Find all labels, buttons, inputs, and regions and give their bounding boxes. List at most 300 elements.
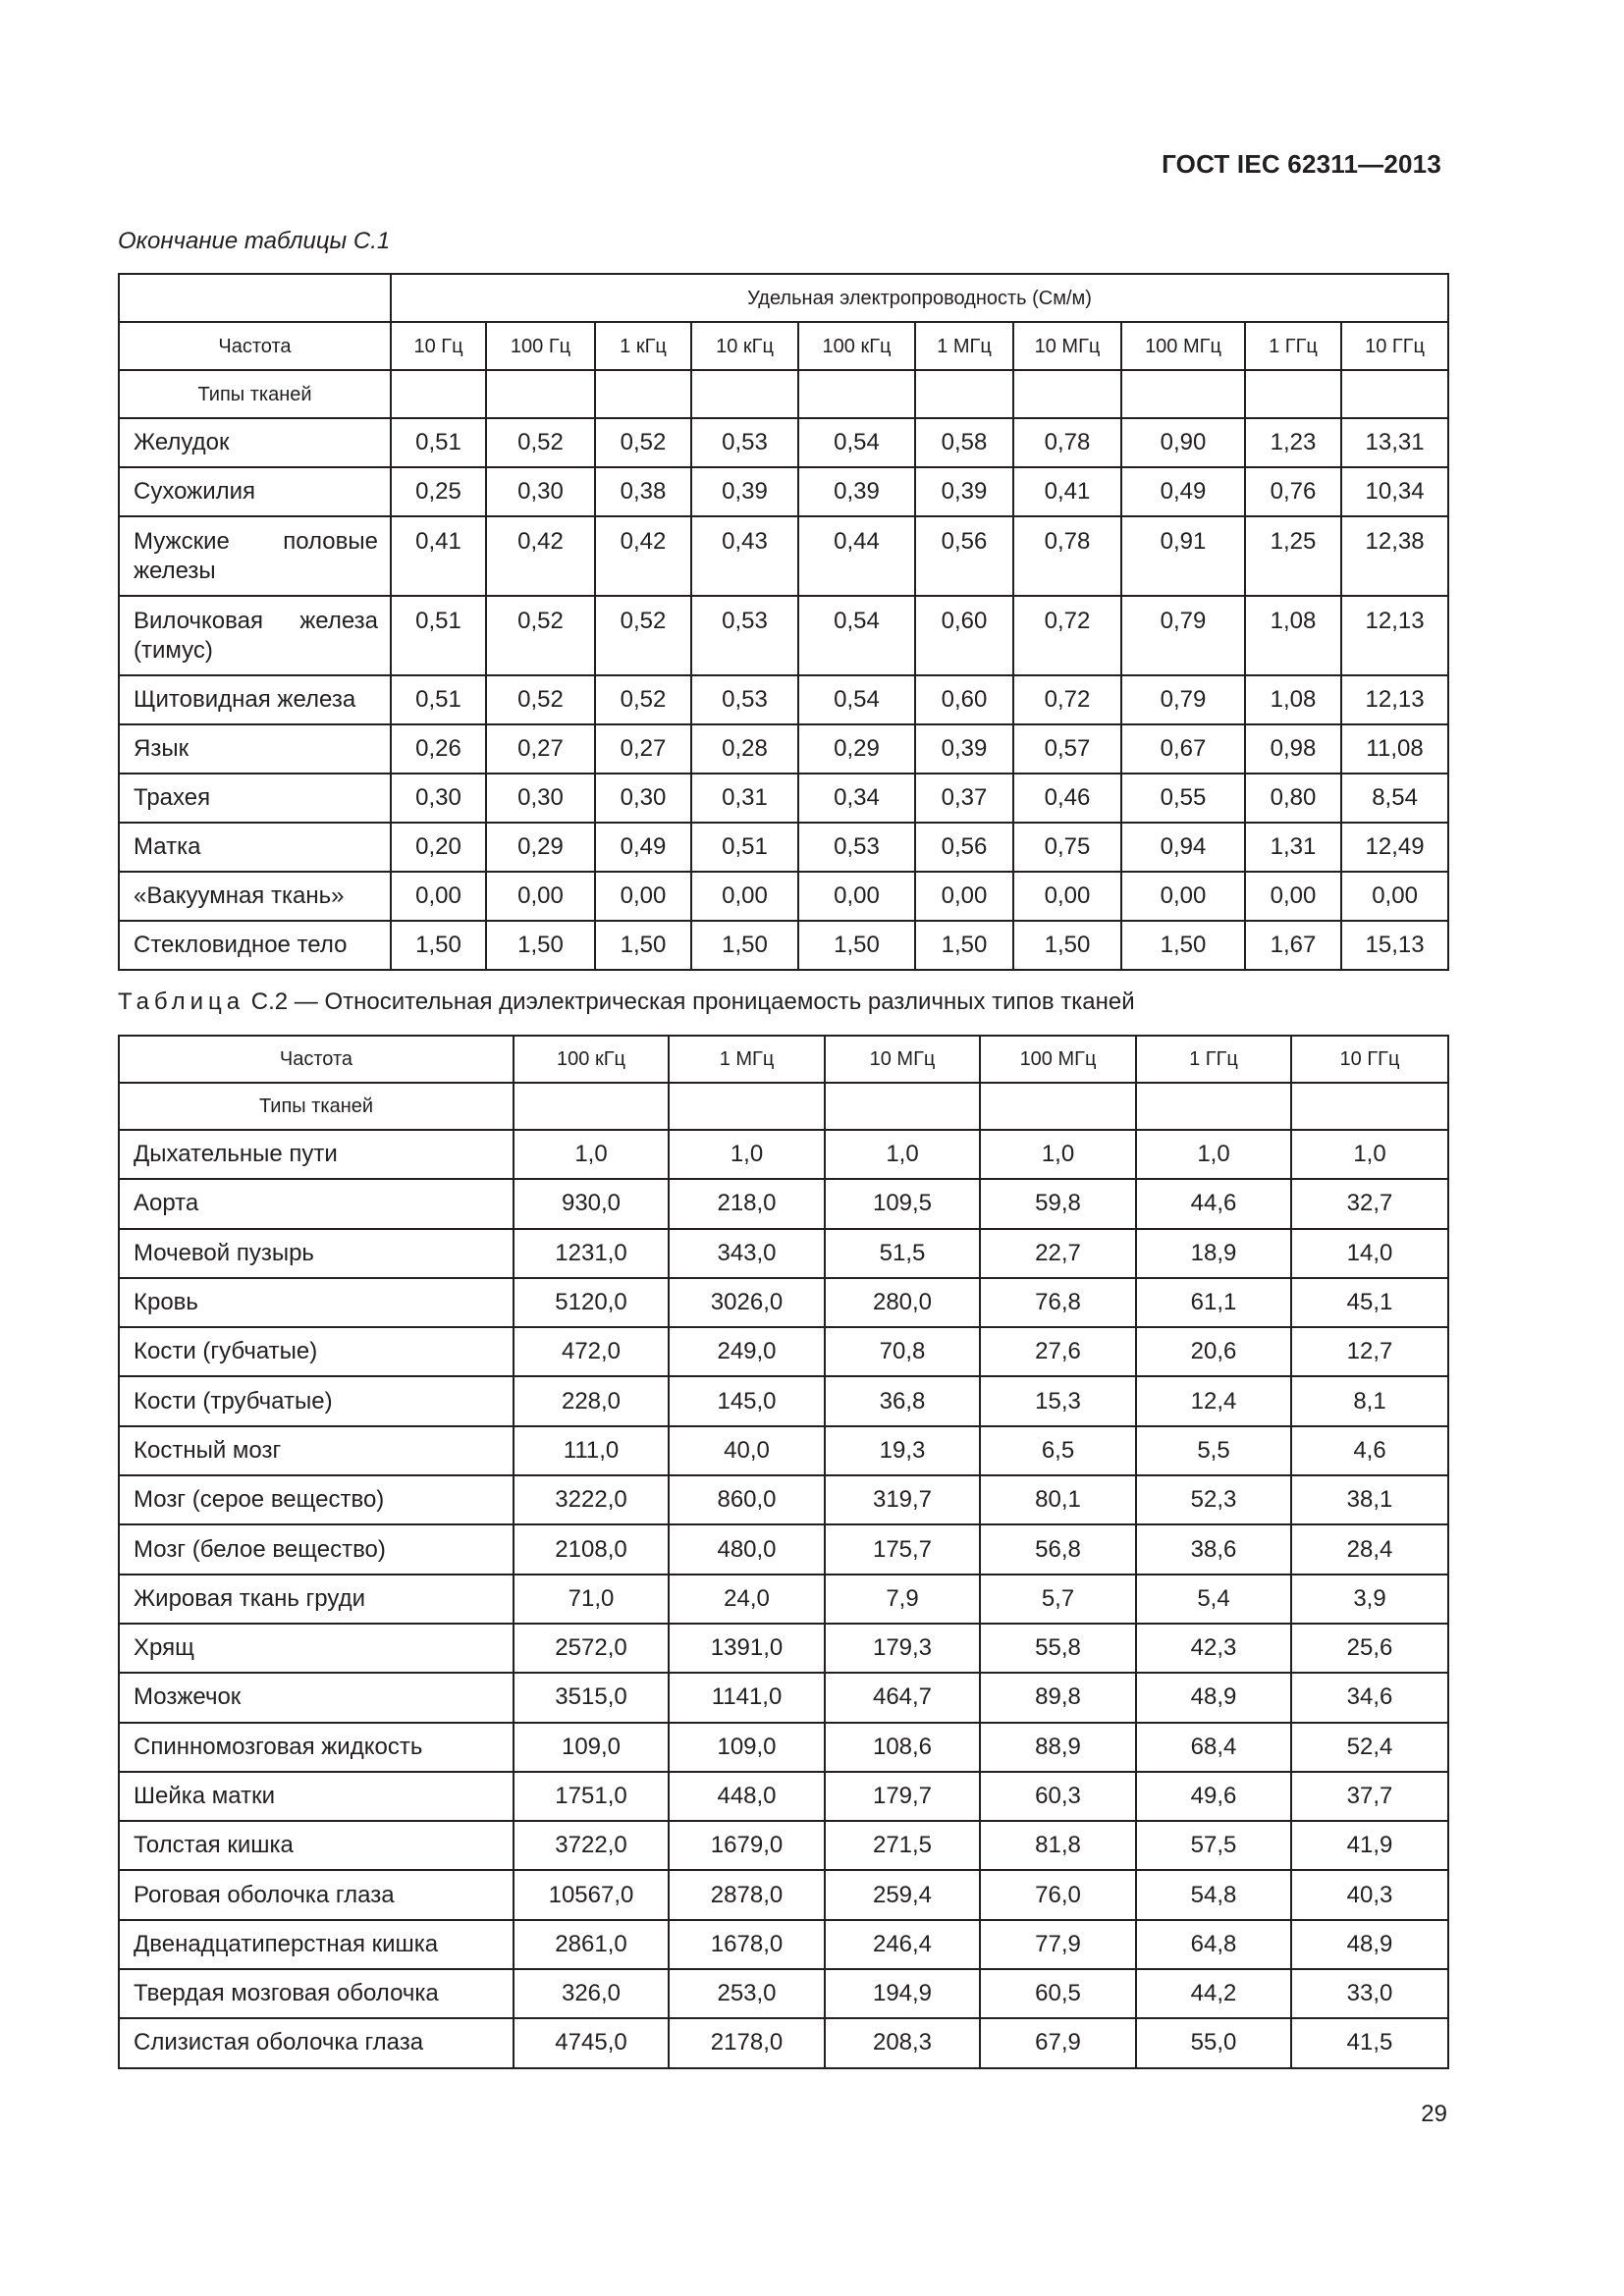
value-cell: 319,7 xyxy=(825,1475,980,1524)
value-cell: 0,78 xyxy=(1013,418,1121,467)
value-cell: 0,79 xyxy=(1121,596,1245,675)
value-cell: 89,8 xyxy=(980,1673,1136,1722)
value-cell: 28,4 xyxy=(1291,1524,1448,1574)
value-cell: 76,8 xyxy=(980,1278,1136,1327)
frequency-header-cell: 10 Гц xyxy=(391,322,486,370)
value-cell: 81,8 xyxy=(980,1821,1136,1870)
value-cell: 2572,0 xyxy=(514,1624,669,1673)
value-cell: 60,5 xyxy=(980,1969,1136,2018)
table-row xyxy=(119,675,1448,724)
value-cell: 61,1 xyxy=(1136,1278,1291,1327)
value-cell: 0,31 xyxy=(691,774,798,823)
value-cell: 0,39 xyxy=(798,467,915,516)
document-code: ГОСТ IEC 62311—2013 xyxy=(1162,149,1441,179)
table-row xyxy=(119,1179,1448,1228)
tissue-name-cell: Шейка матки xyxy=(119,1772,514,1821)
table-c1-group-header: Удельная электропроводность (См/м) xyxy=(391,274,1448,322)
table-c2-permittivity xyxy=(118,1035,1449,2069)
value-cell: 6,5 xyxy=(980,1426,1136,1475)
value-cell: 44,6 xyxy=(1136,1179,1291,1228)
tissue-name-cell: Спинномозговая жидкость xyxy=(119,1723,514,1772)
table-row xyxy=(119,1870,1448,1919)
value-cell: 27,6 xyxy=(980,1327,1136,1376)
tissue-name-cell: Мочевой пузырь xyxy=(119,1229,514,1278)
value-cell: 12,13 xyxy=(1341,596,1448,675)
table-row xyxy=(119,2018,1448,2067)
value-cell: 51,5 xyxy=(825,1229,980,1278)
value-cell: 2878,0 xyxy=(669,1870,825,1919)
value-cell: 0,29 xyxy=(486,823,595,872)
value-cell: 0,25 xyxy=(391,467,486,516)
value-cell: 40,0 xyxy=(669,1426,825,1475)
value-cell: 1391,0 xyxy=(669,1624,825,1673)
frequency-header-cell: 10 МГц xyxy=(1013,322,1121,370)
value-cell: 0,53 xyxy=(691,675,798,724)
tissue-name-cell: Дыхательные пути xyxy=(119,1130,514,1179)
value-cell: 0,30 xyxy=(391,774,486,823)
page-number: 29 xyxy=(1421,2101,1447,2127)
value-cell: 67,9 xyxy=(980,2018,1136,2067)
empty-header-cell xyxy=(391,370,486,418)
table-c2-caption-text: С.2 — Относительная диэлектрическая проницаемость различных типов тканей xyxy=(244,988,1135,1015)
value-cell: 0,51 xyxy=(391,596,486,675)
frequency-header-cell: 1 ГГц xyxy=(1245,322,1341,370)
value-cell: 930,0 xyxy=(514,1179,669,1228)
value-cell: 38,1 xyxy=(1291,1475,1448,1524)
value-cell: 145,0 xyxy=(669,1376,825,1425)
value-cell: 48,9 xyxy=(1136,1673,1291,1722)
table-row xyxy=(119,1475,1448,1524)
value-cell: 1,08 xyxy=(1245,675,1341,724)
value-cell: 1,50 xyxy=(486,921,595,970)
value-cell: 1678,0 xyxy=(669,1920,825,1969)
table-row xyxy=(119,1229,1448,1278)
tissue-name-cell: Роговая оболочка глаза xyxy=(119,1870,514,1919)
value-cell: 49,6 xyxy=(1136,1772,1291,1821)
value-cell: 2861,0 xyxy=(514,1920,669,1969)
value-cell: 1,50 xyxy=(798,921,915,970)
value-cell: 472,0 xyxy=(514,1327,669,1376)
table-row xyxy=(119,467,1448,516)
table-row xyxy=(119,1278,1448,1327)
table-row xyxy=(119,1130,1448,1179)
value-cell: 0,27 xyxy=(486,724,595,774)
value-cell: 0,34 xyxy=(798,774,915,823)
value-cell: 1679,0 xyxy=(669,1821,825,1870)
value-cell: 0,76 xyxy=(1245,467,1341,516)
value-cell: 0,41 xyxy=(1013,467,1121,516)
value-cell: 179,7 xyxy=(825,1772,980,1821)
value-cell: 38,6 xyxy=(1136,1524,1291,1574)
value-cell: 24,0 xyxy=(669,1575,825,1624)
value-cell: 0,53 xyxy=(798,823,915,872)
value-cell: 0,39 xyxy=(691,467,798,516)
value-cell: 25,6 xyxy=(1291,1624,1448,1673)
value-cell: 0,00 xyxy=(1341,872,1448,921)
value-cell: 1,0 xyxy=(825,1130,980,1179)
frequency-header-cell: 10 кГц xyxy=(691,322,798,370)
tissue-name-cell: Мозжечок xyxy=(119,1673,514,1722)
value-cell: 0,20 xyxy=(391,823,486,872)
value-cell: 4745,0 xyxy=(514,2018,669,2067)
value-cell: 0,52 xyxy=(595,418,691,467)
table-row xyxy=(119,1920,1448,1969)
value-cell: 0,98 xyxy=(1245,724,1341,774)
value-cell: 2178,0 xyxy=(669,2018,825,2067)
value-cell: 64,8 xyxy=(1136,1920,1291,1969)
value-cell: 52,3 xyxy=(1136,1475,1291,1524)
value-cell: 1,0 xyxy=(1291,1130,1448,1179)
value-cell: 0,52 xyxy=(486,675,595,724)
table-c2-caption-label: Таблица xyxy=(118,988,245,1015)
empty-header-cell xyxy=(669,1083,825,1130)
value-cell: 0,51 xyxy=(691,823,798,872)
tissue-name-cell: Жировая ткань груди xyxy=(119,1575,514,1624)
value-cell: 259,4 xyxy=(825,1870,980,1919)
value-cell: 7,9 xyxy=(825,1575,980,1624)
value-cell: 13,31 xyxy=(1341,418,1448,467)
tissue-name-cell: Костный мозг xyxy=(119,1426,514,1475)
frequency-header-cell: 100 кГц xyxy=(798,322,915,370)
table-row xyxy=(119,1969,1448,2018)
value-cell: 0,54 xyxy=(798,675,915,724)
table-row xyxy=(119,872,1448,921)
table-row xyxy=(119,516,1448,596)
value-cell: 271,5 xyxy=(825,1821,980,1870)
value-cell: 1,31 xyxy=(1245,823,1341,872)
table-c1-frequency-label: Частота xyxy=(119,322,391,370)
table-c2-caption xyxy=(118,988,1135,1016)
value-cell: 0,00 xyxy=(1121,872,1245,921)
tissue-name-cell: Мозг (белое вещество) xyxy=(119,1524,514,1574)
value-cell: 60,3 xyxy=(980,1772,1136,1821)
value-cell: 0,52 xyxy=(486,596,595,675)
tissue-name-cell: Хрящ xyxy=(119,1624,514,1673)
value-cell: 326,0 xyxy=(514,1969,669,2018)
value-cell: 0,49 xyxy=(595,823,691,872)
frequency-header-cell: 100 МГц xyxy=(980,1036,1136,1083)
tissue-name-cell: Щитовидная железа xyxy=(119,675,391,724)
value-cell: 3026,0 xyxy=(669,1278,825,1327)
value-cell: 1,50 xyxy=(595,921,691,970)
value-cell: 45,1 xyxy=(1291,1278,1448,1327)
value-cell: 108,6 xyxy=(825,1723,980,1772)
tissue-name-cell: Трахея xyxy=(119,774,391,823)
tissue-name-cell: Твердая мозговая оболочка xyxy=(119,1969,514,2018)
value-cell: 2108,0 xyxy=(514,1524,669,1574)
value-cell: 68,4 xyxy=(1136,1723,1291,1772)
value-cell: 5120,0 xyxy=(514,1278,669,1327)
value-cell: 3722,0 xyxy=(514,1821,669,1870)
tissue-name-cell: Мозг (серое вещество) xyxy=(119,1475,514,1524)
table-row xyxy=(119,1624,1448,1673)
value-cell: 0,30 xyxy=(486,774,595,823)
value-cell: 5,7 xyxy=(980,1575,1136,1624)
table-row xyxy=(119,1575,1448,1624)
frequency-header-cell: 1 МГц xyxy=(669,1036,825,1083)
table-c1-conductivity xyxy=(118,273,1449,971)
value-cell: 8,1 xyxy=(1291,1376,1448,1425)
value-cell: 0,39 xyxy=(915,724,1013,774)
table-row xyxy=(119,921,1448,970)
value-cell: 0,29 xyxy=(798,724,915,774)
value-cell: 1,0 xyxy=(514,1130,669,1179)
value-cell: 1,0 xyxy=(1136,1130,1291,1179)
value-cell: 249,0 xyxy=(669,1327,825,1376)
tissue-name-cell: Язык xyxy=(119,724,391,774)
value-cell: 480,0 xyxy=(669,1524,825,1574)
table-c1-tissue-label: Типы тканей xyxy=(119,370,391,418)
value-cell: 55,0 xyxy=(1136,2018,1291,2067)
value-cell: 0,00 xyxy=(391,872,486,921)
table-row xyxy=(119,1327,1448,1376)
table-c1-continuation-caption: Окончание таблицы С.1 xyxy=(118,228,391,254)
value-cell: 3,9 xyxy=(1291,1575,1448,1624)
value-cell: 0,00 xyxy=(595,872,691,921)
value-cell: 0,39 xyxy=(915,467,1013,516)
value-cell: 175,7 xyxy=(825,1524,980,1574)
value-cell: 218,0 xyxy=(669,1179,825,1228)
value-cell: 0,90 xyxy=(1121,418,1245,467)
value-cell: 15,13 xyxy=(1341,921,1448,970)
value-cell: 10,34 xyxy=(1341,467,1448,516)
table-c2-tissue-label: Типы тканей xyxy=(119,1083,514,1130)
value-cell: 54,8 xyxy=(1136,1870,1291,1919)
tissue-name-cell: Слизистая оболочка глаза xyxy=(119,2018,514,2067)
value-cell: 0,72 xyxy=(1013,675,1121,724)
value-cell: 0,42 xyxy=(595,516,691,596)
value-cell: 77,9 xyxy=(980,1920,1136,1969)
value-cell: 0,54 xyxy=(798,418,915,467)
value-cell: 33,0 xyxy=(1291,1969,1448,2018)
tissue-name-cell: Кровь xyxy=(119,1278,514,1327)
value-cell: 860,0 xyxy=(669,1475,825,1524)
table-row xyxy=(119,418,1448,467)
value-cell: 1,50 xyxy=(1121,921,1245,970)
value-cell: 111,0 xyxy=(514,1426,669,1475)
value-cell: 70,8 xyxy=(825,1327,980,1376)
frequency-header-cell: 10 ГГц xyxy=(1341,322,1448,370)
value-cell: 0,60 xyxy=(915,675,1013,724)
value-cell: 1,67 xyxy=(1245,921,1341,970)
value-cell: 19,3 xyxy=(825,1426,980,1475)
value-cell: 1,0 xyxy=(980,1130,1136,1179)
value-cell: 42,3 xyxy=(1136,1624,1291,1673)
value-cell: 0,46 xyxy=(1013,774,1121,823)
frequency-header-cell: 1 кГц xyxy=(595,322,691,370)
value-cell: 109,0 xyxy=(514,1723,669,1772)
value-cell: 1,50 xyxy=(391,921,486,970)
empty-header-cell xyxy=(1136,1083,1291,1130)
value-cell: 0,38 xyxy=(595,467,691,516)
table-row xyxy=(119,1772,1448,1821)
value-cell: 32,7 xyxy=(1291,1179,1448,1228)
value-cell: 0,54 xyxy=(798,596,915,675)
tissue-name-cell: Сухожилия xyxy=(119,467,391,516)
value-cell: 0,57 xyxy=(1013,724,1121,774)
value-cell: 0,72 xyxy=(1013,596,1121,675)
empty-header-cell xyxy=(1341,370,1448,418)
value-cell: 12,4 xyxy=(1136,1376,1291,1425)
tissue-name-cell: Кости (трубчатые) xyxy=(119,1376,514,1425)
empty-header-cell xyxy=(1291,1083,1448,1130)
frequency-header-cell: 10 МГц xyxy=(825,1036,980,1083)
tissue-name-cell: Желудок xyxy=(119,418,391,467)
tissue-name-cell: Матка xyxy=(119,823,391,872)
value-cell: 0,26 xyxy=(391,724,486,774)
value-cell: 0,30 xyxy=(486,467,595,516)
value-cell: 88,9 xyxy=(980,1723,1136,1772)
frequency-header-cell: 10 ГГц xyxy=(1291,1036,1448,1083)
value-cell: 0,30 xyxy=(595,774,691,823)
frequency-header-cell: 100 кГц xyxy=(514,1036,669,1083)
tissue-name-cell: «Вакуумная ткань» xyxy=(119,872,391,921)
empty-header-cell xyxy=(1121,370,1245,418)
value-cell: 59,8 xyxy=(980,1179,1136,1228)
value-cell: 0,94 xyxy=(1121,823,1245,872)
value-cell: 0,56 xyxy=(915,823,1013,872)
value-cell: 246,4 xyxy=(825,1920,980,1969)
value-cell: 1,23 xyxy=(1245,418,1341,467)
value-cell: 71,0 xyxy=(514,1575,669,1624)
value-cell: 76,0 xyxy=(980,1870,1136,1919)
value-cell: 0,00 xyxy=(798,872,915,921)
value-cell: 0,52 xyxy=(486,418,595,467)
frequency-header-cell: 1 МГц xyxy=(915,322,1013,370)
value-cell: 3222,0 xyxy=(514,1475,669,1524)
value-cell: 0,79 xyxy=(1121,675,1245,724)
value-cell: 0,37 xyxy=(915,774,1013,823)
value-cell: 11,08 xyxy=(1341,724,1448,774)
value-cell: 48,9 xyxy=(1291,1920,1448,1969)
value-cell: 0,55 xyxy=(1121,774,1245,823)
value-cell: 57,5 xyxy=(1136,1821,1291,1870)
value-cell: 0,67 xyxy=(1121,724,1245,774)
tissue-name-cell: Стекловидное тело xyxy=(119,921,391,970)
value-cell: 0,51 xyxy=(391,675,486,724)
value-cell: 0,00 xyxy=(691,872,798,921)
value-cell: 44,2 xyxy=(1136,1969,1291,2018)
value-cell: 80,1 xyxy=(980,1475,1136,1524)
value-cell: 3515,0 xyxy=(514,1673,669,1722)
value-cell: 280,0 xyxy=(825,1278,980,1327)
value-cell: 40,3 xyxy=(1291,1870,1448,1919)
empty-header-cell xyxy=(691,370,798,418)
empty-header-cell xyxy=(798,370,915,418)
tissue-name-cell: Кости (губчатые) xyxy=(119,1327,514,1376)
value-cell: 0,60 xyxy=(915,596,1013,675)
value-cell: 0,51 xyxy=(391,418,486,467)
value-cell: 8,54 xyxy=(1341,774,1448,823)
value-cell: 56,8 xyxy=(980,1524,1136,1574)
value-cell: 0,00 xyxy=(915,872,1013,921)
value-cell: 41,5 xyxy=(1291,2018,1448,2067)
tissue-name-cell: Двенадцатиперстная кишка xyxy=(119,1920,514,1969)
value-cell: 109,0 xyxy=(669,1723,825,1772)
value-cell: 0,52 xyxy=(595,675,691,724)
value-cell: 55,8 xyxy=(980,1624,1136,1673)
value-cell: 5,4 xyxy=(1136,1575,1291,1624)
value-cell: 4,6 xyxy=(1291,1426,1448,1475)
tissue-name-cell: Вилочковая железа (тимус) xyxy=(119,596,391,675)
value-cell: 0,00 xyxy=(1245,872,1341,921)
value-cell: 0,28 xyxy=(691,724,798,774)
value-cell: 0,42 xyxy=(486,516,595,596)
table-row xyxy=(119,1821,1448,1870)
value-cell: 0,00 xyxy=(1013,872,1121,921)
value-cell: 1231,0 xyxy=(514,1229,669,1278)
value-cell: 5,5 xyxy=(1136,1426,1291,1475)
value-cell: 0,00 xyxy=(486,872,595,921)
value-cell: 194,9 xyxy=(825,1969,980,2018)
value-cell: 36,8 xyxy=(825,1376,980,1425)
value-cell: 0,80 xyxy=(1245,774,1341,823)
value-cell: 20,6 xyxy=(1136,1327,1291,1376)
value-cell: 14,0 xyxy=(1291,1229,1448,1278)
value-cell: 0,53 xyxy=(691,418,798,467)
frequency-header-cell: 100 МГц xyxy=(1121,322,1245,370)
value-cell: 343,0 xyxy=(669,1229,825,1278)
frequency-header-cell: 1 ГГц xyxy=(1136,1036,1291,1083)
tissue-name-cell: Мужские половые железы xyxy=(119,516,391,596)
value-cell: 52,4 xyxy=(1291,1723,1448,1772)
empty-header-cell xyxy=(595,370,691,418)
value-cell: 0,41 xyxy=(391,516,486,596)
empty-header-cell xyxy=(1013,370,1121,418)
value-cell: 253,0 xyxy=(669,1969,825,2018)
table-row xyxy=(119,596,1448,675)
value-cell: 448,0 xyxy=(669,1772,825,1821)
table-row xyxy=(119,1426,1448,1475)
value-cell: 1751,0 xyxy=(514,1772,669,1821)
empty-header-cell xyxy=(915,370,1013,418)
table-row xyxy=(119,823,1448,872)
value-cell: 1,50 xyxy=(1013,921,1121,970)
tissue-name-cell: Толстая кишка xyxy=(119,1821,514,1870)
value-cell: 37,7 xyxy=(1291,1772,1448,1821)
table-row xyxy=(119,1376,1448,1425)
tissue-name-cell: Аорта xyxy=(119,1179,514,1228)
table-row xyxy=(119,1673,1448,1722)
value-cell: 0,75 xyxy=(1013,823,1121,872)
value-cell: 18,9 xyxy=(1136,1229,1291,1278)
empty-header-cell xyxy=(1245,370,1341,418)
table-c2-frequency-label: Частота xyxy=(119,1036,514,1083)
value-cell: 1141,0 xyxy=(669,1673,825,1722)
value-cell: 12,38 xyxy=(1341,516,1448,596)
table-c1-corner-cell xyxy=(119,274,391,322)
empty-header-cell xyxy=(486,370,595,418)
value-cell: 1,50 xyxy=(915,921,1013,970)
value-cell: 0,52 xyxy=(595,596,691,675)
value-cell: 34,6 xyxy=(1291,1673,1448,1722)
value-cell: 15,3 xyxy=(980,1376,1136,1425)
value-cell: 1,25 xyxy=(1245,516,1341,596)
value-cell: 1,50 xyxy=(691,921,798,970)
value-cell: 22,7 xyxy=(980,1229,1136,1278)
table-row xyxy=(119,1524,1448,1574)
value-cell: 12,49 xyxy=(1341,823,1448,872)
table-row xyxy=(119,724,1448,774)
value-cell: 41,9 xyxy=(1291,1821,1448,1870)
empty-header-cell xyxy=(514,1083,669,1130)
value-cell: 0,91 xyxy=(1121,516,1245,596)
value-cell: 12,13 xyxy=(1341,675,1448,724)
table-row xyxy=(119,774,1448,823)
value-cell: 0,44 xyxy=(798,516,915,596)
value-cell: 228,0 xyxy=(514,1376,669,1425)
table-row xyxy=(119,1723,1448,1772)
